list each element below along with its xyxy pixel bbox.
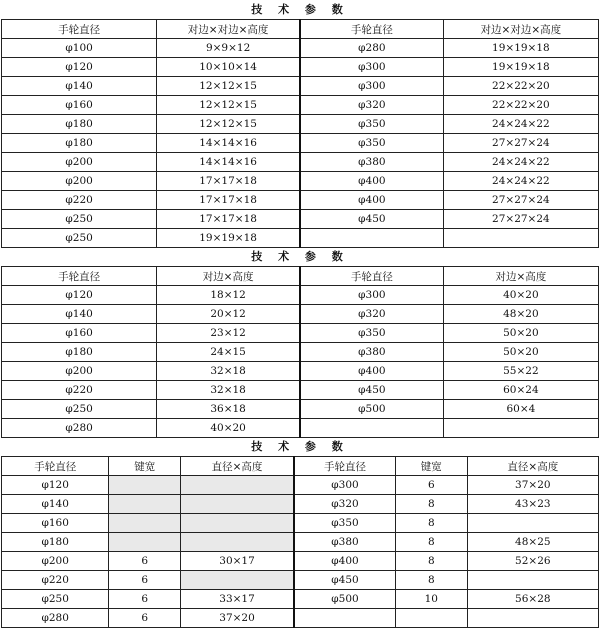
table3 <box>1 456 599 628</box>
table3-cell: 33×17 <box>181 590 294 609</box>
table1-header-cell: 对边×对边×高度 <box>157 20 300 39</box>
table3-row <box>2 571 599 590</box>
table3-cell <box>181 533 294 552</box>
table3-cell: 56×28 <box>467 590 598 609</box>
table3-cell <box>181 495 294 514</box>
table2-cell: φ180 <box>2 343 157 362</box>
table1-cell: 17×17×18 <box>157 172 300 191</box>
table1-cell: φ200 <box>2 153 157 172</box>
table1-row <box>2 172 599 191</box>
table2-header-cell: 手轮直径 <box>300 267 443 286</box>
table1-cell: φ200 <box>2 172 157 191</box>
table3-cell: 6 <box>109 571 181 590</box>
table2-cell: φ220 <box>2 381 157 400</box>
table1-row <box>2 191 599 210</box>
table2-cell <box>443 419 598 438</box>
table1-cell: 19×19×18 <box>443 39 598 58</box>
table1-header-cell: 手轮直径 <box>300 20 443 39</box>
table1-row <box>2 210 599 229</box>
table1-cell: 19×19×18 <box>443 58 598 77</box>
table2-cell: φ380 <box>300 343 443 362</box>
table1-cell: 24×24×22 <box>443 172 598 191</box>
table3-cell: 8 <box>395 495 467 514</box>
table1-cell: 22×22×20 <box>443 77 598 96</box>
table3-cell: φ120 <box>2 476 109 495</box>
table1-cell: φ300 <box>300 58 443 77</box>
table1-cell: φ380 <box>300 153 443 172</box>
table3-cell <box>109 495 181 514</box>
table2-cell: φ400 <box>300 362 443 381</box>
table1-cell: 27×27×24 <box>443 191 598 210</box>
table2-cell: φ250 <box>2 400 157 419</box>
table1-cell: 22×22×20 <box>443 96 598 115</box>
table3-cell: 8 <box>395 571 467 590</box>
table1-cell: 27×27×24 <box>443 210 598 229</box>
table1-cell: 9×9×12 <box>157 39 300 58</box>
table1-cell: φ400 <box>300 172 443 191</box>
table1-cell: 24×24×22 <box>443 153 598 172</box>
table1-header-row <box>2 20 599 39</box>
table2-cell: 60×4 <box>443 400 598 419</box>
table1-row <box>2 39 599 58</box>
table3-cell: φ400 <box>294 552 395 571</box>
table2-row <box>2 419 599 438</box>
table1-row <box>2 77 599 96</box>
table3-header-cell: 直径×高度 <box>181 457 294 476</box>
table1-cell: 17×17×18 <box>157 210 300 229</box>
table2-header-cell: 对边×高度 <box>443 267 598 286</box>
table2-cell: φ350 <box>300 324 443 343</box>
table2-cell: φ450 <box>300 381 443 400</box>
table1-cell: φ280 <box>300 39 443 58</box>
table3-cell: 8 <box>395 514 467 533</box>
table3-cell: φ500 <box>294 590 395 609</box>
table3-cell: 6 <box>109 552 181 571</box>
table3-cell <box>181 514 294 533</box>
table2 <box>1 266 599 438</box>
spec-sheet <box>1 1 599 624</box>
table2-row <box>2 362 599 381</box>
table3-cell <box>467 514 598 533</box>
table2-cell: φ200 <box>2 362 157 381</box>
table2-cell: 60×24 <box>443 381 598 400</box>
table3-header-cell: 手轮直径 <box>294 457 395 476</box>
table1-row <box>2 229 599 248</box>
table3-row <box>2 533 599 552</box>
table3-cell: 8 <box>395 533 467 552</box>
table2-row <box>2 381 599 400</box>
table1-header-cell: 对边×对边×高度 <box>443 20 598 39</box>
table2-cell: φ120 <box>2 286 157 305</box>
table1-cell: φ250 <box>2 229 157 248</box>
table3-cell: 6 <box>109 590 181 609</box>
table2-header-row <box>2 267 599 286</box>
table3-header-cell: 键宽 <box>109 457 181 476</box>
table2-cell: 18×12 <box>157 286 300 305</box>
table2-cell: φ300 <box>300 286 443 305</box>
table3-cell: φ250 <box>2 590 109 609</box>
table3-title: 技 术 参 数 <box>251 440 349 453</box>
table1-cell: 19×19×18 <box>157 229 300 248</box>
table3-cell: 6 <box>395 476 467 495</box>
table1-cell: φ100 <box>2 39 157 58</box>
table2-cell: 40×20 <box>443 286 598 305</box>
table1-cell: φ220 <box>2 191 157 210</box>
table1-cell: φ180 <box>2 134 157 153</box>
table2-cell: φ280 <box>2 419 157 438</box>
table3-cell: φ200 <box>2 552 109 571</box>
table1-cell: φ350 <box>300 115 443 134</box>
table3-row <box>2 590 599 609</box>
table3-row <box>2 495 599 514</box>
table2-cell <box>300 419 443 438</box>
table3-cell: φ220 <box>2 571 109 590</box>
table3-row <box>2 514 599 533</box>
table3-cell: 37×20 <box>467 476 598 495</box>
table3-cell: 30×17 <box>181 552 294 571</box>
table2-title: 技 术 参 数 <box>251 250 349 263</box>
table1-header-cell: 手轮直径 <box>2 20 157 39</box>
table3-cell: 6 <box>109 609 181 628</box>
table2-row <box>2 286 599 305</box>
table2-cell: φ500 <box>300 400 443 419</box>
table2-cell: φ140 <box>2 305 157 324</box>
table1-cell: φ160 <box>2 96 157 115</box>
table3-cell <box>467 609 598 628</box>
table2-cell: 20×12 <box>157 305 300 324</box>
table1-row <box>2 96 599 115</box>
table3-cell <box>109 533 181 552</box>
table3-header-cell: 直径×高度 <box>467 457 598 476</box>
table3-cell <box>181 571 294 590</box>
table2-row <box>2 305 599 324</box>
table3-cell: 43×23 <box>467 495 598 514</box>
table2-row <box>2 400 599 419</box>
table3-header-cell: 键宽 <box>395 457 467 476</box>
table3-cell: 48×25 <box>467 533 598 552</box>
table3-cell <box>109 514 181 533</box>
table2-header-cell: 手轮直径 <box>2 267 157 286</box>
table3-cell: 8 <box>395 552 467 571</box>
table1-cell: φ300 <box>300 77 443 96</box>
table1-cell: φ250 <box>2 210 157 229</box>
table3-cell: φ350 <box>294 514 395 533</box>
table1-row <box>2 58 599 77</box>
table1-row <box>2 115 599 134</box>
table1-cell: 10×10×14 <box>157 58 300 77</box>
table3-cell: 37×20 <box>181 609 294 628</box>
table3-row <box>2 476 599 495</box>
table3-cell <box>395 609 467 628</box>
table2-cell: 50×20 <box>443 343 598 362</box>
table3-cell <box>294 609 395 628</box>
table1-cell: φ120 <box>2 58 157 77</box>
table1-cell: 14×14×16 <box>157 134 300 153</box>
table1-cell: 12×12×15 <box>157 115 300 134</box>
table3-cell: φ320 <box>294 495 395 514</box>
table3-cell: 10 <box>395 590 467 609</box>
table1 <box>1 19 599 248</box>
table1-cell: 14×14×16 <box>157 153 300 172</box>
table3-cell: 52×26 <box>467 552 598 571</box>
table2-row <box>2 324 599 343</box>
table1-cell: 27×27×24 <box>443 134 598 153</box>
table1-cell: φ450 <box>300 210 443 229</box>
table1-cell: φ400 <box>300 191 443 210</box>
table2-row <box>2 343 599 362</box>
table2-cell: 55×22 <box>443 362 598 381</box>
table3-header-cell: 手轮直径 <box>2 457 109 476</box>
table3-cell <box>181 476 294 495</box>
table2-cell: 32×18 <box>157 381 300 400</box>
table3-cell <box>109 476 181 495</box>
table2-cell: φ160 <box>2 324 157 343</box>
table3-cell: φ140 <box>2 495 109 514</box>
table1-cell: 12×12×15 <box>157 96 300 115</box>
table1-title: 技 术 参 数 <box>251 3 349 16</box>
table2-cell: 50×20 <box>443 324 598 343</box>
table1-cell <box>443 229 598 248</box>
table1-cell: 24×24×22 <box>443 115 598 134</box>
table3-cell <box>467 571 598 590</box>
table1-cell: φ350 <box>300 134 443 153</box>
table3-cell: φ160 <box>2 514 109 533</box>
table2-cell: 40×20 <box>157 419 300 438</box>
table3-cell: φ450 <box>294 571 395 590</box>
table1-row <box>2 134 599 153</box>
table1-cell <box>300 229 443 248</box>
table1-cell: φ320 <box>300 96 443 115</box>
table1-cell: φ140 <box>2 77 157 96</box>
table2-cell: 32×18 <box>157 362 300 381</box>
table1-cell: 12×12×15 <box>157 77 300 96</box>
table1-cell: φ180 <box>2 115 157 134</box>
table1-row <box>2 153 599 172</box>
table2-cell: φ320 <box>300 305 443 324</box>
table3-header-row <box>2 457 599 476</box>
table3-cell: φ300 <box>294 476 395 495</box>
table3-cell: φ280 <box>2 609 109 628</box>
table3-cell: φ380 <box>294 533 395 552</box>
table2-cell: 23×12 <box>157 324 300 343</box>
table3-row <box>2 609 599 628</box>
table2-cell: 48×20 <box>443 305 598 324</box>
table1-cell: 17×17×18 <box>157 191 300 210</box>
table2-header-cell: 对边×高度 <box>157 267 300 286</box>
table2-cell: 36×18 <box>157 400 300 419</box>
table2-cell: 24×15 <box>157 343 300 362</box>
table3-cell: φ180 <box>2 533 109 552</box>
table3-row <box>2 552 599 571</box>
